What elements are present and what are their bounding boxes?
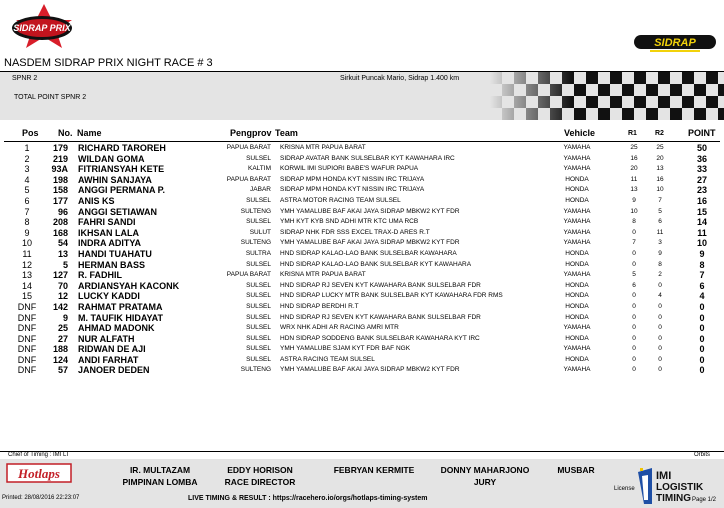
svg-text:SIDRAP: SIDRAP <box>654 37 696 49</box>
rider-name-cell: AWHIN SANJAYA <box>78 174 152 185</box>
number-cell: 142 <box>52 301 68 312</box>
team-cell: YMH YAMALUBE BAF AKAI JAYA SIDRAP MBKW2 KYT FDR <box>280 207 460 215</box>
number-cell: 158 <box>52 185 68 196</box>
r1-points-cell: 0 <box>632 292 636 300</box>
table-row <box>0 185 724 196</box>
checkered-flag-pattern <box>490 72 724 120</box>
orbits-label: Orbits <box>694 452 711 458</box>
pos-cell: 12 <box>21 259 32 270</box>
r1-points-cell: 7 <box>632 239 636 247</box>
pengprov-cell: KALTIM <box>248 165 271 173</box>
r1-points-cell: 11 <box>630 175 638 183</box>
vehicle-cell: YAMAHA <box>563 154 591 162</box>
r2-points-cell: 0 <box>658 334 662 342</box>
pengprov-cell: SULSEL <box>246 196 271 204</box>
vehicle-cell: YAMAHA <box>563 144 591 151</box>
official-2 <box>212 464 308 488</box>
number-cell: 179 <box>52 143 68 153</box>
pos-cell: 1 <box>24 143 30 153</box>
official-4 <box>430 464 540 488</box>
pengprov-cell: SULSEL <box>246 260 271 268</box>
team-cell: HND SIDRAP KALAO-LAO BANK SULSELBAR KYT KAWAHARA <box>280 260 472 268</box>
total-point-cell: 14 <box>696 217 707 228</box>
circuit-info: Sirkuit Puncak Mario, Sidrap 1.400 km <box>340 75 460 82</box>
table-row <box>0 207 724 218</box>
vehicle-cell: HONDA <box>565 249 589 257</box>
vehicle-cell: HONDA <box>565 260 589 268</box>
number-cell: 208 <box>52 217 68 228</box>
rider-name-cell: IKHSAN LALA <box>78 227 139 238</box>
total-point-label: TOTAL POINT SPNR 2 <box>14 94 87 101</box>
team-cell: HND SIDRAP RJ SEVEN KYT KAWAHARA BANK SULSELBAR FDR <box>280 313 481 321</box>
r2-points-cell: 25 <box>656 144 664 151</box>
number-cell: 124 <box>52 354 68 365</box>
column-header-pos: Pos <box>22 128 39 138</box>
team-cell: KORWIL IMI SUPIORI BABE'S WAFUR PAPUA <box>280 165 419 173</box>
number-cell: 54 <box>57 238 68 249</box>
total-point-cell: 9 <box>699 248 705 259</box>
table-row <box>0 302 724 313</box>
rider-name-cell: RICHARD TAROREH <box>78 143 166 153</box>
session-info-box <box>0 72 724 120</box>
pos-cell: 8 <box>24 217 30 228</box>
table-row <box>0 154 724 165</box>
event-logo <box>6 2 82 52</box>
table-row <box>0 355 724 366</box>
official-1-role: PIMPINAN LOMBA <box>122 477 198 487</box>
rider-name-cell: HANDI TUAHATU <box>78 248 152 259</box>
pos-cell: 10 <box>21 238 32 249</box>
team-cell: HND SIDRAP BERDHI R.T <box>280 302 359 310</box>
official-4-role: JURY <box>473 477 497 487</box>
table-row <box>0 281 724 292</box>
r2-points-cell: 9 <box>658 249 662 257</box>
pengprov-cell: SULTENG <box>240 207 271 215</box>
number-cell: 70 <box>57 280 68 291</box>
pengprov-cell: PAPUA BARAT <box>226 144 271 151</box>
table-row <box>0 260 724 271</box>
team-cell: SIDRAP NHK FDR SSS EXCEL TRAX-D ARES R.T <box>280 228 430 236</box>
pengprov-cell: PAPUA BARAT <box>226 175 271 183</box>
number-cell: 13 <box>57 248 68 259</box>
r1-points-cell: 0 <box>632 260 636 268</box>
r2-points-cell: 0 <box>658 313 662 321</box>
rider-name-cell: M. TAUFIK HIDAYAT <box>78 312 164 323</box>
hotlaps-logo <box>6 463 72 483</box>
pengprov-cell: SULTENG <box>240 366 271 374</box>
total-point-cell: 11 <box>697 227 707 238</box>
license-label: License <box>614 486 635 492</box>
official-2-role: RACE DIRECTOR <box>224 477 296 487</box>
total-point-cell: 15 <box>696 206 707 217</box>
rider-name-cell: INDRA ADITYA <box>78 238 142 249</box>
chief-of-timing: Chief of Timing : IMI LT <box>8 452 70 458</box>
total-point-cell: 0 <box>699 323 705 334</box>
table-row <box>0 291 724 302</box>
svg-text:LOGISTIK: LOGISTIK <box>656 482 704 493</box>
r1-points-cell: 0 <box>632 313 636 321</box>
r2-points-cell: 4 <box>658 292 662 300</box>
rider-name-cell: NUR ALFATH <box>78 333 135 344</box>
pos-cell: 9 <box>24 227 30 238</box>
number-cell: 188 <box>52 344 68 355</box>
total-point-cell: 27 <box>696 174 707 185</box>
column-header-team: Team <box>275 128 298 138</box>
r2-points-cell: 6 <box>658 218 662 226</box>
vehicle-cell: YAMAHA <box>563 165 591 173</box>
table-row <box>0 175 724 186</box>
rider-name-cell: ARDIANSYAH KACONK <box>78 280 180 291</box>
team-cell: SIDRAP MPM HONDA KYT NISSIN IRC TRIJAYA <box>280 186 425 194</box>
total-point-cell: 7 <box>699 270 705 281</box>
team-cell: SIDRAP MPM HONDA KYT NISSIN IRC TRIJAYA <box>280 175 425 183</box>
r1-points-cell: 0 <box>632 324 636 332</box>
table-row <box>0 217 724 228</box>
table-row <box>0 249 724 260</box>
r1-points-cell: 0 <box>632 302 636 310</box>
pos-cell: 13 <box>21 270 32 281</box>
table-row <box>0 365 724 376</box>
r1-points-cell: 0 <box>632 366 636 374</box>
total-point-cell: 10 <box>696 238 707 249</box>
vehicle-cell: HONDA <box>565 355 589 363</box>
number-cell: 198 <box>52 174 68 185</box>
total-point-cell: 0 <box>699 354 705 365</box>
svg-text:IMI: IMI <box>656 470 672 482</box>
table-row <box>0 196 724 207</box>
pos-cell: 14 <box>21 280 32 291</box>
column-header-no: No. <box>58 128 73 138</box>
pos-cell: DNF <box>17 354 37 365</box>
team-cell: HND SIDRAP LUCKY MTR BANK SULSELBAR KYT KAWAHARA FDR RMS <box>280 292 503 300</box>
vehicle-cell: YAMAHA <box>563 228 591 236</box>
table-row <box>0 270 724 281</box>
svg-text:SIDRAP PRIX: SIDRAP PRIX <box>13 23 71 33</box>
rider-name-cell: HERMAN BASS <box>78 259 146 270</box>
number-cell: 219 <box>52 153 68 164</box>
team-cell: HDN SIDRAP SODDENG BANK SULSELBAR KAWAHARA KYT IRC <box>280 334 480 342</box>
r2-points-cell: 0 <box>658 345 662 353</box>
rider-name-cell: ANIS KS <box>78 195 115 206</box>
pengprov-cell: SULSEL <box>246 355 271 363</box>
number-cell: 96 <box>57 206 68 217</box>
pengprov-cell: JABAR <box>250 186 271 194</box>
svg-text:Hotlaps: Hotlaps <box>18 466 60 481</box>
rider-name-cell: RAHMAT PRATAMA <box>78 301 163 312</box>
r1-points-cell: 9 <box>632 196 636 204</box>
table-row <box>0 313 724 324</box>
r2-points-cell: 10 <box>656 186 664 194</box>
results-table <box>0 143 724 376</box>
vehicle-cell: YAMAHA <box>563 345 591 353</box>
pos-cell: DNF <box>17 301 37 312</box>
r2-points-cell: 0 <box>658 281 662 289</box>
pos-cell: DNF <box>17 333 37 344</box>
official-5-name: MUSBAR <box>557 465 595 475</box>
total-point-cell: 0 <box>699 301 705 312</box>
column-header-r1: R1 <box>628 130 637 137</box>
pengprov-cell: SULTRA <box>245 249 271 257</box>
r2-points-cell: 16 <box>656 175 664 183</box>
official-3-name: FEBRYAN KERMITE <box>333 465 415 475</box>
pengprov-cell: SULSEL <box>246 292 271 300</box>
official-2-name: EDDY HORISON <box>227 465 293 475</box>
vehicle-cell: HONDA <box>565 313 589 321</box>
number-cell: 177 <box>52 195 68 206</box>
rider-name-cell: LUCKY KADDI <box>78 291 140 302</box>
r1-points-cell: 16 <box>630 154 638 162</box>
r1-points-cell: 0 <box>632 249 636 257</box>
rider-name-cell: ANDI FARHAT <box>78 354 139 365</box>
team-cell: ASTRA RACING TEAM SULSEL <box>280 355 375 363</box>
vehicle-cell: HONDA <box>565 196 589 204</box>
vehicle-cell: YAMAHA <box>563 366 591 374</box>
column-header-pengprov: Pengprov <box>230 128 272 138</box>
r1-points-cell: 20 <box>630 165 638 173</box>
table-row <box>0 164 724 175</box>
official-1-name: IR. MULTAZAM <box>129 465 191 475</box>
printed-timestamp: Printed: 28/08/2016 22:23:07 <box>2 495 80 501</box>
rider-name-cell: JANOER DEDEN <box>78 365 150 376</box>
total-point-cell: 23 <box>696 185 707 196</box>
pos-cell: DNF <box>17 344 37 355</box>
r1-points-cell: 8 <box>632 218 636 226</box>
table-row <box>0 334 724 345</box>
rider-name-cell: AHMAD MADONK <box>78 323 155 334</box>
sidrap-logo <box>630 33 720 55</box>
table-row <box>0 344 724 355</box>
total-point-cell: 0 <box>699 344 705 355</box>
rider-name-cell: ANGGI PERMANA P. <box>78 185 166 196</box>
r2-points-cell: 11 <box>656 228 664 236</box>
pos-cell: DNF <box>17 365 37 376</box>
number-cell: 127 <box>52 270 68 281</box>
header-divider <box>4 141 720 142</box>
r2-points-cell: 0 <box>658 355 662 363</box>
column-header-point: POINT <box>688 128 716 138</box>
pengprov-cell: SULSEL <box>246 313 271 321</box>
footer-divider <box>0 451 724 452</box>
vehicle-cell: YAMAHA <box>563 207 591 215</box>
vehicle-cell: HONDA <box>565 292 589 300</box>
total-point-cell: 36 <box>696 153 707 164</box>
vehicle-cell: YAMAHA <box>563 324 591 332</box>
r1-points-cell: 10 <box>630 207 638 215</box>
rider-name-cell: ANGGI SETIAWAN <box>78 206 158 217</box>
total-point-cell: 16 <box>696 195 707 206</box>
table-row <box>0 323 724 334</box>
team-cell: YMH KYT KYB SND ADHI MTR KTC UMA RCB <box>280 218 419 226</box>
table-row <box>0 228 724 239</box>
r2-points-cell: 5 <box>658 207 662 215</box>
vehicle-cell: YAMAHA <box>563 218 591 226</box>
team-cell: YMH YAMALUBE SJAM KYT FDR BAF NGK <box>280 345 411 353</box>
official-1 <box>112 464 208 488</box>
pos-cell: 7 <box>24 206 30 217</box>
r2-points-cell: 13 <box>656 165 664 173</box>
pos-cell: 3 <box>24 164 30 175</box>
pengprov-cell: SULSEL <box>246 154 271 162</box>
pengprov-cell: SULTENG <box>240 239 271 247</box>
rider-name-cell: RIDWAN DE AJI <box>78 344 146 355</box>
r1-points-cell: 5 <box>632 271 636 279</box>
r1-points-cell: 0 <box>632 345 636 353</box>
r2-points-cell: 20 <box>656 154 664 162</box>
rider-name-cell: FITRIANSYAH KETE <box>78 164 165 175</box>
number-cell: 25 <box>57 323 68 334</box>
vehicle-cell: HONDA <box>565 281 589 289</box>
pengprov-cell: SULSEL <box>246 302 271 310</box>
number-cell: 5 <box>62 259 68 270</box>
vehicle-cell: HONDA <box>565 175 589 183</box>
team-cell: WRX NHK ADHI AR RACING AMRI MTR <box>280 324 399 332</box>
vehicle-cell: HONDA <box>565 302 589 310</box>
total-point-cell: 6 <box>699 280 705 291</box>
team-cell: HND SIDRAP RJ SEVEN KYT KAWAHARA BANK SULSELBAR FDR <box>280 281 481 289</box>
svg-text:TIMING: TIMING <box>656 493 691 504</box>
session-name: SPNR 2 <box>12 75 38 82</box>
official-4-name: DONNY MAHARJONO <box>440 465 530 475</box>
pengprov-cell: SULSEL <box>246 334 271 342</box>
vehicle-cell: HONDA <box>565 186 589 194</box>
page-number: Page 1/2 <box>692 497 717 503</box>
r1-points-cell: 0 <box>632 228 636 236</box>
rider-name-cell: WILDAN GOMA <box>78 153 145 164</box>
total-point-cell: 4 <box>699 291 705 302</box>
total-point-cell: 50 <box>696 143 707 153</box>
official-5 <box>546 464 606 476</box>
pengprov-cell: PAPUA BARAT <box>226 271 271 279</box>
pengprov-cell: SULSEL <box>246 218 271 226</box>
pos-cell: 2 <box>24 153 30 164</box>
r1-points-cell: 0 <box>632 334 636 342</box>
pengprov-cell: SULSEL <box>246 281 271 289</box>
total-point-cell: 33 <box>696 164 707 175</box>
number-cell: 12 <box>57 291 68 302</box>
r2-points-cell: 0 <box>658 366 662 374</box>
live-timing-link[interactable]: LIVE TIMING & RESULT : https://racehero.io/orgs/hotlaps-timing-system <box>188 495 428 502</box>
total-point-cell: 0 <box>699 312 705 323</box>
team-cell: YMH YAMALUBE BAF AKAI JAYA SIDRAP MBKW2 KYT FDR <box>280 366 460 374</box>
total-point-cell: 0 <box>699 333 705 344</box>
number-cell: 27 <box>57 333 68 344</box>
r2-points-cell: 8 <box>658 260 662 268</box>
r2-points-cell: 3 <box>658 239 662 247</box>
vehicle-cell: YAMAHA <box>563 271 591 279</box>
r2-points-cell: 2 <box>658 271 662 279</box>
column-header-r2: R2 <box>655 130 664 137</box>
r2-points-cell: 7 <box>658 196 662 204</box>
pos-cell: DNF <box>17 323 37 334</box>
r2-points-cell: 0 <box>658 302 662 310</box>
rider-name-cell: R. FADHIL <box>78 270 122 281</box>
rider-name-cell: FAHRI SANDI <box>78 217 136 228</box>
pengprov-cell: SULUT <box>249 228 271 236</box>
number-cell: 9 <box>62 312 68 323</box>
pos-cell: 15 <box>21 291 32 302</box>
r1-points-cell: 13 <box>630 186 638 194</box>
official-3 <box>322 464 426 476</box>
total-point-cell: 8 <box>699 259 705 270</box>
column-header-name: Name <box>77 128 102 138</box>
total-point-cell: 0 <box>699 365 705 376</box>
team-cell: KRISNA MTR PAPUA BARAT <box>280 271 366 279</box>
race-title: NASDEM SIDRAP PRIX NIGHT RACE # 3 <box>4 57 213 69</box>
r1-points-cell: 6 <box>632 281 636 289</box>
pos-cell: 11 <box>22 248 32 259</box>
column-header-vehicle: Vehicle <box>564 128 596 138</box>
r1-points-cell: 0 <box>632 355 636 363</box>
team-cell: HND SIDRAP KALAO-LAO BANK SULSELBAR KAWAHARA <box>280 249 457 257</box>
pengprov-cell: SULSEL <box>246 345 271 353</box>
pos-cell: 6 <box>24 195 30 206</box>
vehicle-cell: HONDA <box>565 334 589 342</box>
table-row <box>0 238 724 249</box>
pos-cell: 5 <box>24 185 30 196</box>
r2-points-cell: 0 <box>658 324 662 332</box>
pengprov-cell: SULSEL <box>246 324 271 332</box>
number-cell: 57 <box>57 365 68 376</box>
table-row <box>0 143 724 154</box>
number-cell: 93A <box>51 164 68 175</box>
team-cell: ASTRA MOTOR RACING TEAM SULSEL <box>280 196 401 204</box>
team-cell: YMH YAMALUBE BAF AKAI JAYA SIDRAP MBKW2 KYT FDR <box>280 239 460 247</box>
team-cell: SIDRAP AVATAR BANK SULSELBAR KYT KAWAHARA IRC <box>280 154 455 162</box>
number-cell: 168 <box>52 227 68 238</box>
pos-cell: DNF <box>17 312 37 323</box>
r1-points-cell: 25 <box>630 144 638 151</box>
pos-cell: 4 <box>24 174 30 185</box>
vehicle-cell: YAMAHA <box>563 239 591 247</box>
team-cell: KRISNA MTR PAPUA BARAT <box>280 144 366 151</box>
